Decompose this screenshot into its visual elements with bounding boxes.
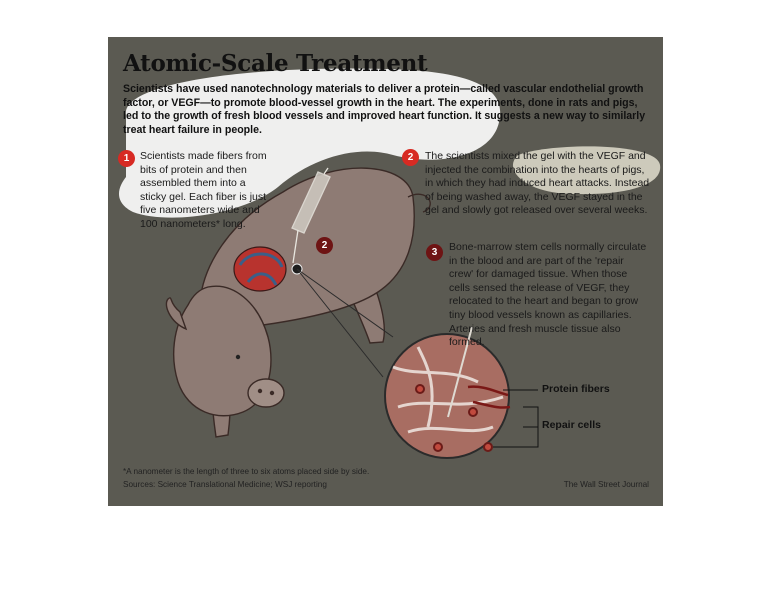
diagram-marker-2: 2	[316, 237, 333, 254]
sources: Sources: Science Translational Medicine; WSJ reporting	[123, 480, 327, 489]
step-2-text: The scientists mixed the gel with the VEGF and injected the combination into the hearts of pigs, in which they had induced heart attacks. Instead of being washed away, the VEGF stayed in the gel and slowly got released over several weeks.	[425, 150, 650, 217]
credit: The Wall Street Journal	[563, 480, 649, 489]
footnote: *A nanometer is the length of three to six atoms placed side by side.	[123, 467, 370, 476]
step-3-badge: 3	[426, 244, 443, 261]
step-1-badge: 1	[118, 150, 135, 167]
step-1-text: Scientists made fibers from bits of protein and then assembled them into a sticky gel. Each fiber is just five nanometers wide and 100 nanometers* long.	[140, 150, 267, 230]
repair-cells-label: Repair cells	[542, 419, 601, 431]
step-2-badge: 2	[402, 149, 419, 166]
step-3-text: Bone-marrow stem cells normally circulate in the blood and are part of the 'repair crew' for damaged tissue. When those cells sensed the release of VEGF, they relocated to the heart and began to grow tiny blood vessels known as capillaries. Arteries and fresh muscle tissue also formed.	[449, 241, 647, 349]
infographic-panel	[108, 37, 663, 506]
intro-text: Scientists have used nanotechnology materials to deliver a protein—called vascular endothelial growth factor, or VEGF—to promote blood-vessel growth in the heart. The experiments, done in rats and pigs, led to the growth of fresh blood vessels and improved heart function. It suggests a new way to similarly treat heart failure in people.	[123, 83, 646, 137]
protein-fibers-label: Protein fibers	[542, 383, 610, 395]
graphic-title: Atomic-Scale Treatment	[123, 50, 428, 77]
